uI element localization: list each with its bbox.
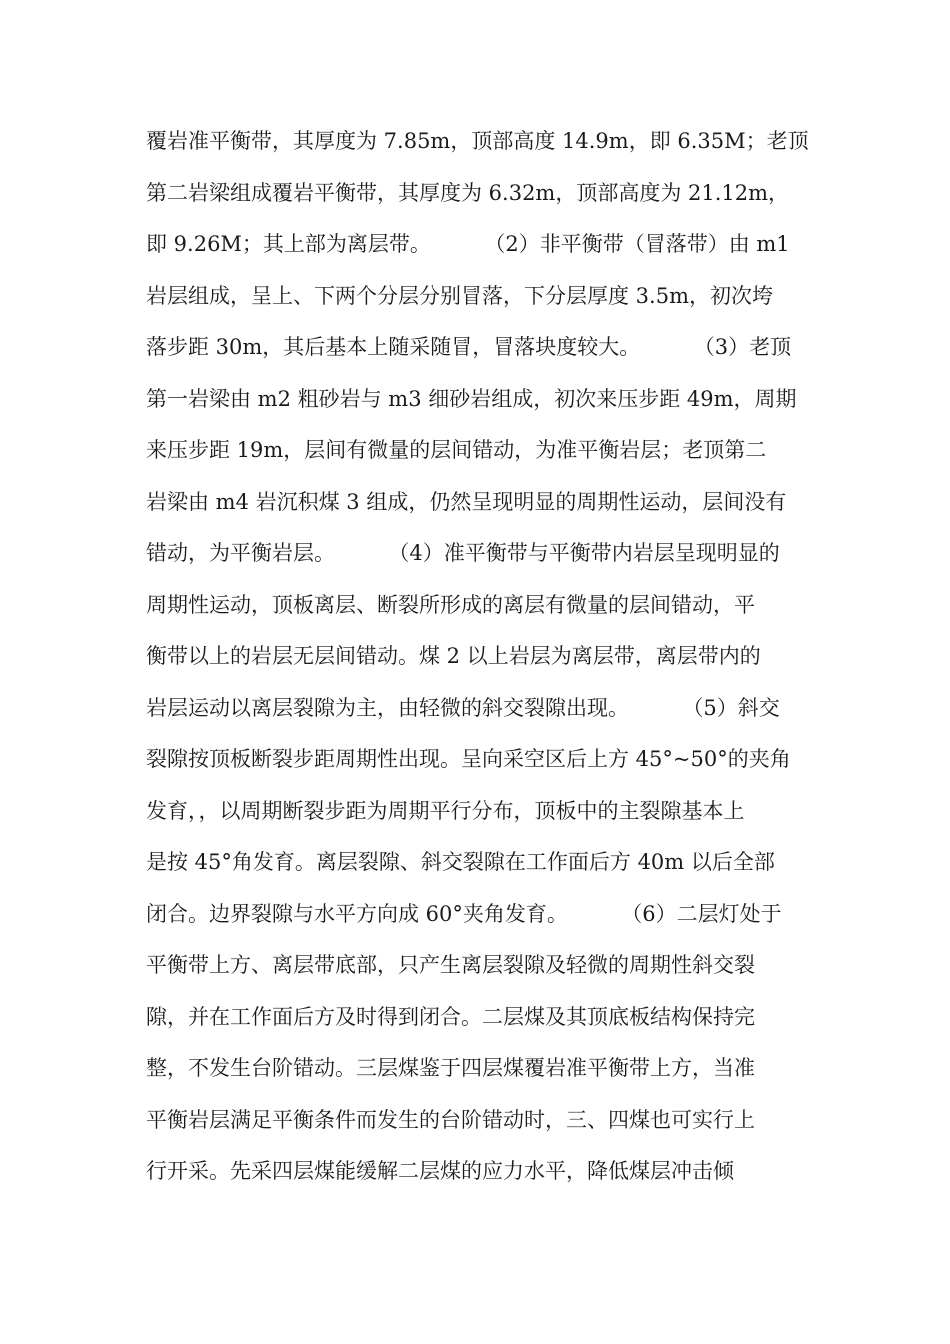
text-line: 整，不发生台阶错动。三层煤鉴于四层煤覆岩准平衡带上方，当准 [146,1056,755,1080]
text-line: 隙，并在工作面后方及时得到闭合。二层煤及其顶底板结构保持完 [146,1004,755,1029]
text-line: 平衡岩层满足平衡条件而发生的台阶错动时，三、四煤也可实行上 [146,1107,755,1132]
body-text [146,116,826,1198]
text-line: 岩层运动以离层裂隙为主，由轻微的斜交裂隙出现。 （5）斜交 [146,695,780,720]
text-line: 第一岩梁由 m2 粗砂岩与 m3 细砂岩组成，初次来压步距 49m，周期 [146,386,797,411]
text-line: 来压步距 19m，层间有微量的层间错动，为准平衡岩层；老顶第二 [146,438,767,462]
text-line: 第二岩梁组成覆岩平衡带，其厚度为 6.32m，顶部高度为 21.12m， [146,180,790,205]
text-line: 即 9.26M；其上部为离层带。 （2）非平衡带（冒落带）由 m1 [146,232,790,256]
text-line: 岩梁由 m4 岩沉积煤 3 组成，仍然呈现明显的周期性运动，层间没有 [146,489,787,514]
text-line: 裂隙按顶板断裂步距周期性出现。呈向采空区后上方 45°~50°的夹角 [146,747,791,771]
text-line: 平衡带上方、离层带底部，只产生离层裂隙及轻微的周期性斜交裂 [146,953,755,977]
text-line: 岩层组成，呈上、下两个分层分别冒落，下分层厚度 3.5m，初次垮 [146,283,773,308]
text-line: 行开采。先采四层煤能缓解二层煤的应力水平，降低煤层冲击倾 [146,1159,734,1183]
text-line: 错动，为平衡岩层。 （4）准平衡带与平衡带内岩层呈现明显的 [146,541,780,565]
text-line: 闭合。边界裂隙与水平方向成 60°夹角发育。 （6）二层灯处于 [146,901,782,926]
text-line: 衡带以上的岩层无层间错动。煤 2 以上岩层为离层带，离层带内的 [146,644,761,668]
text-line: 发育，，以周期断裂步距为周期平行分布，顶板中的主裂隙基本上 [146,798,745,823]
text-line: 落步距 30m，其后基本上随采随冒，冒落块度较大。 （3）老顶 [146,335,792,359]
text-line: 周期性运动，顶板离层、断裂所形成的离层有微量的层间错动，平 [146,592,755,617]
text-line: 覆岩准平衡带，其厚度为 7.85m，顶部高度 14.9m，即 6.35M；老顶 [146,129,809,153]
text-line: 是按 45°角发育。离层裂隙、斜交裂隙在工作面后方 40m 以后全部 [146,850,775,874]
